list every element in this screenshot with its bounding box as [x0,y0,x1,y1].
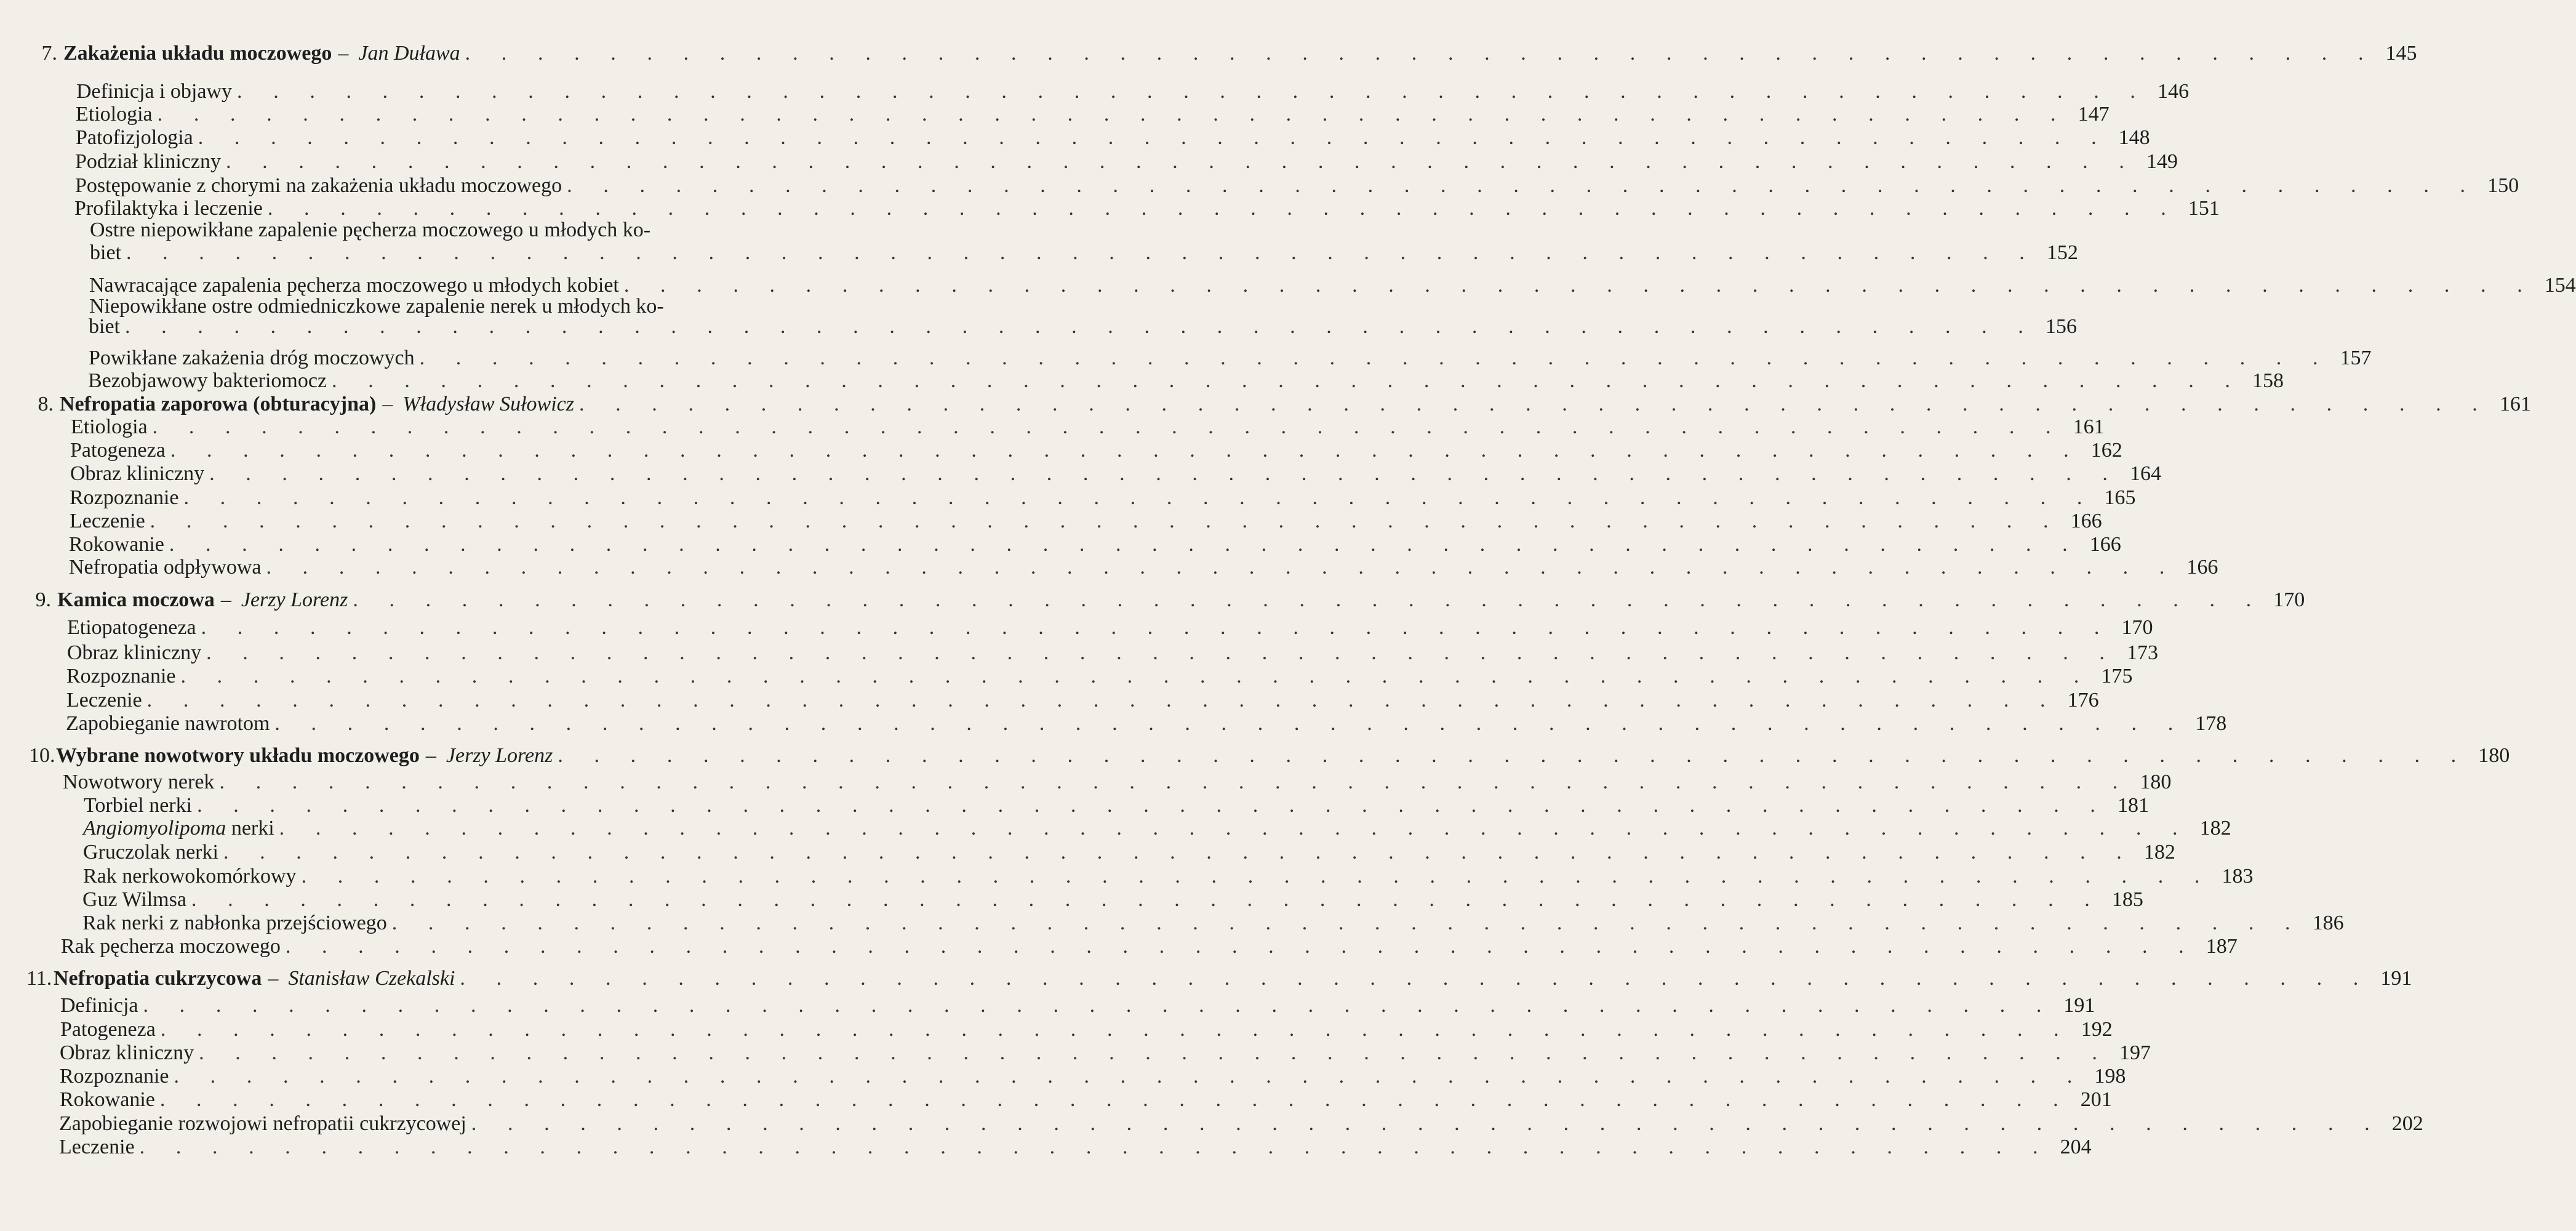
entry-title-italic: Angiomyolipoma [83,817,226,840]
toc-subentry [89,347,2372,370]
toc-entry [69,556,2218,579]
page-number: 165 [2104,486,2136,509]
chapter-title: Nefropatia zaporowa (obturacyjna) [60,393,377,415]
toc-entry [59,1136,2092,1159]
page-number: 156 [2045,315,2077,338]
toc-subentry [83,841,2175,864]
dot-leader: . . . . . . . . . . . . . . . . . . . . . . . . . . . . . . . . . . . . . . . . . . . . . . . . . . . . . [169,533,2081,556]
chapter-dash: – [425,744,436,767]
page-number: 173 [2126,641,2158,664]
chapter-title: Wybrane nowotwory układu moczowego [56,744,420,767]
toc-entry [66,665,2133,688]
page-number: 166 [2070,510,2102,532]
page-number: 161 [2499,393,2531,415]
toc-entry [70,462,2161,486]
entry-title: Patofizjologia [76,126,193,149]
page-number: 162 [2090,439,2122,462]
page-number: 191 [2380,967,2412,990]
entry-title: Profilaktyka i leczenie [74,197,263,220]
chapter-dash: – [220,588,231,611]
toc-subentry [83,817,2231,840]
chapter-title: Zakażenia układu moczowego [63,42,332,65]
toc-entry [76,126,2150,150]
chapter-number: 7. [41,42,57,65]
dot-leader: . . . . . . . . . . . . . . . . . . . . . . . . . . . . . . . . . . . . . . . . . . . . . . . . . . . . . [199,1041,2110,1064]
entry-title: Obraz kliniczny [67,641,202,664]
page-number: 191 [2063,994,2095,1017]
page-number: 150 [2487,174,2519,197]
chapter-title: Nefropatia cukrzycowa [54,967,262,990]
toc-subentry [89,274,2576,297]
entry-title: Patogeneza [70,439,166,462]
entry-title: Etiologia [71,415,148,438]
toc-subentry [90,241,2078,265]
dot-leader: . . . . . . . . . . . . . . . . . . . . . . . . . . . . . . . . . . . . . . . . . . . . . . . . . . . . . [146,689,2058,712]
entry-title: Gruczolak nerki [83,841,218,864]
page-number: 145 [2385,42,2417,65]
entry-title: Definicja i objawy [76,80,233,103]
dot-leader: . . . . . . . . . . . . . . . . . . . . . . . . . . . . . . . . . . . . . . . . . . . . . . . . . . . . . [391,912,2303,934]
dot-leader: . . . . . . . . . . . . . . . . . . . . . . . . . . . . . . . . . . . . . . . . . . . . . . . . . . . . . [460,967,2372,990]
entry-title: Rak pęcherza moczowego [61,935,281,958]
entry-title: Rozpoznanie [70,486,179,509]
dot-leader: . . . . . . . . . . . . . . . . . . . . . . . . . . . . . . . . . . . . . . . . . . . . . . . . . . . . . [126,241,2038,264]
toc-subentry [83,865,2254,888]
toc-entry [61,935,2238,958]
toc-entry [67,616,2153,640]
chapter-dash: – [338,42,349,65]
chapter-number: 9. [35,588,51,611]
dot-leader: . . . . . . . . . . . . . . . . . . . . . . . . . . . . . . . . . . . . . . . . . . . . . . . . . . . . . [191,888,2103,911]
dot-leader: . . . . . . . . . . . . . . . . . . . . . . . . . . . . . . . . . . . . . . . . . . . . . . . . . . . . . [219,771,2131,793]
toc-entry [60,1065,2126,1088]
dot-leader: . . . . . . . . . . . . . . . . . . . . . . . . . . . . . . . . . . . . . . . . . . . . . . . . . . . . . [143,994,2055,1017]
chapter-number: 10. [29,744,55,767]
toc-entry [76,103,2110,126]
page-number: 166 [2186,556,2218,579]
dot-leader: . . . . . . . . . . . . . . . . . . . . . . . . . . . . . . . . . . . . . . . . . . . . . . . . . . . . . [419,347,2331,369]
toc-entry [59,1112,2423,1136]
page-number: 146 [2157,80,2189,103]
dot-leader: . . . . . . . . . . . . . . . . . . . . . . . . . . . . . . . . . . . . . . . . . . . . . . . . . . . . . [183,486,2095,509]
dot-leader: . . . . . . . . . . . . . . . . . . . . . . . . . . . . . . . . . . . . . . . . . . . . . . . . . . . . . [223,841,2135,864]
dot-leader: . . . . . . . . . . . . . . . . . . . . . . . . . . . . . . . . . . . . . . . . . . . . . . . . . . . . . [274,712,2186,735]
dot-leader: . . . . . . . . . . . . . . . . . . . . . . . . . . . . . . . . . . . . . . . . . . . . . . . . . . . . . [285,935,2197,958]
page-number: 198 [2094,1065,2126,1088]
page-number: 182 [2199,817,2231,840]
page-number: 186 [2312,912,2344,934]
entry-title: Postępowanie z chorymi na zakażenia układu moczowego [75,174,562,197]
dot-leader: . . . . . . . . . . . . . . . . . . . . . . . . . . . . . . . . . . . . . . . . . . . . . . . . . . . . . [226,150,2137,173]
chapter-number: 8. [38,393,54,415]
dot-leader: . . . . . . . . . . . . . . . . . . . . . . . . . . . . . . . . . . . . . . . . . . . . . . . . . . . . . [180,665,2092,688]
page-number: 154 [2544,274,2576,297]
chapter-author: Jerzy Lorenz [241,588,348,611]
entry-title: biet [89,315,120,338]
entry-title: biet [90,241,121,264]
entry-title: Patogeneza [60,1018,156,1041]
entry-title-suffix: nerki [226,817,274,840]
toc-entry [70,510,2102,533]
entry-title: Nawracające zapalenia pęcherza moczowego u młodych kobiet [89,274,619,297]
toc-chapter [29,744,2510,768]
toc-entry [66,689,2099,712]
toc-subentry [90,219,795,242]
toc-entry [76,80,2189,103]
toc-entry [63,771,2172,794]
page-number: 176 [2067,689,2099,712]
dot-leader: . . . . . . . . . . . . . . . . . . . . . . . . . . . . . . . . . . . . . . . . . . . . . . . . . . . . . [578,393,2490,415]
toc-entry [60,1088,2112,1112]
dot-leader: . . . . . . . . . . . . . . . . . . . . . . . . . . . . . . . . . . . . . . . . . . . . . . . . . . . . . [266,556,2178,579]
toc-entry [66,712,2227,736]
entry-title: Nowotwory nerek [63,771,215,793]
entry-title: Rokowanie [60,1088,155,1111]
toc-chapter [36,42,2417,65]
entry-title: Etiologia [76,103,153,126]
entry-title: Obraz kliniczny [60,1041,194,1064]
dot-leader: . . . . . . . . . . . . . . . . . . . . . . . . . . . . . . . . . . . . . . . . . . . . . . . . . . . . . [124,315,2036,338]
page-number: 204 [2060,1136,2092,1158]
page-number: 180 [2140,771,2172,793]
dot-leader: . . . . . . . . . . . . . . . . . . . . . . . . . . . . . . . . . . . . . . . . . . . . . . . . . . . . . [139,1136,2051,1158]
chapter-dash: – [382,393,393,415]
toc-entry [70,439,2122,462]
page-number: 170 [2273,588,2305,611]
page-number: 161 [2073,415,2105,438]
dot-leader: . . . . . . . . . . . . . . . . . . . . . . . . . . . . . . . . . . . . . . . . . . . . . . . . . . . . . [201,616,2113,639]
toc-entry [75,150,2178,174]
entry-title: Rozpoznanie [66,665,176,688]
dot-leader: . . . . . . . . . . . . . . . . . . . . . . . . . . . . . . . . . . . . . . . . . . . . . . . . . . . . . [160,1018,2072,1041]
page-number: 182 [2143,841,2175,864]
dot-leader: . . . . . . . . . . . . . . . . . . . . . . . . . . . . . . . . . . . . . . . . . . . . . . . . . . . . . [465,42,2377,65]
page-number: 158 [2252,369,2284,392]
page-number: 170 [2121,616,2153,639]
dot-leader: . . . . . . . . . . . . . . . . . . . . . . . . . . . . . . . . . . . . . . . . . . . . . . . . . . . . . [174,1065,2086,1088]
dot-leader: . . . . . . . . . . . . . . . . . . . . . . . . . . . . . . . . . . . . . . . . . . . . . . . . . . . . . [332,369,2243,392]
toc-chapter [26,967,2412,990]
entry-title [83,817,274,840]
chapter-author: Stanisław Czekalski [288,967,455,990]
page-number: 147 [2078,103,2110,126]
dot-leader: . . . . . . . . . . . . . . . . . . . . . . . . . . . . . . . . . . . . . . . . . . . . . . . . . . . . . [237,80,2148,103]
entry-title: Zapobieganie nawrotom [66,712,270,735]
toc-entry [70,486,2136,510]
page-number: 202 [2391,1112,2423,1135]
entry-title: Niepowikłane ostre odmiedniczkowe zapalenie nerek u młodych ko- [89,295,664,318]
dot-leader: . . . . . . . . . . . . . . . . . . . . . . . . . . . . . . . . . . . . . . . . . . . . . . . . . . . . . [353,588,2265,611]
page-number: 181 [2117,794,2149,817]
entry-title: Nefropatia odpływowa [69,556,262,579]
entry-title: Rak nerki z nabłonka przejściowego [82,912,387,934]
entry-title: Etiopatogeneza [67,616,196,639]
entry-title: Ostre niepowikłane zapalenie pęcherza moczowego u młodych ko- [90,219,651,241]
page-number: 148 [2118,126,2150,149]
dot-leader: . . . . . . . . . . . . . . . . . . . . . . . . . . . . . . . . . . . . . . . . . . . . . . . . . . . . . [623,274,2535,297]
page-number: 157 [2340,347,2372,369]
chapter-author: Władysław Sułowicz [402,393,574,415]
toc-subentry [82,912,2344,935]
entry-title: Podział kliniczny [75,150,222,173]
entry-title: Leczenie [70,510,145,532]
toc-entry [74,197,2220,220]
toc-entry [67,641,2158,665]
page-number: 149 [2146,150,2178,173]
page-number: 180 [2478,744,2510,767]
dot-leader: . . . . . . . . . . . . . . . . . . . . . . . . . . . . . . . . . . . . . . . . . . . . . . . . . . . . . [567,174,2479,197]
entry-title: Torbiel nerki [84,794,193,817]
toc-subentry [84,794,2149,817]
entry-title: Zapobieganie rozwojowi nefropatii cukrzycowej [59,1112,466,1135]
chapter-title: Kamica moczowa [57,588,215,611]
dot-leader: . . . . . . . . . . . . . . . . . . . . . . . . . . . . . . . . . . . . . . . . . . . . . . . . . . . . . [159,1088,2071,1111]
dot-leader: . . . . . . . . . . . . . . . . . . . . . . . . . . . . . . . . . . . . . . . . . . . . . . . . . . . . . [157,103,2069,126]
dot-leader: . . . . . . . . . . . . . . . . . . . . . . . . . . . . . . . . . . . . . . . . . . . . . . . . . . . . . [150,510,2062,532]
entry-title: Guz Wilmsa [82,888,186,911]
chapter-author: Jerzy Lorenz [446,744,553,767]
dot-leader: . . . . . . . . . . . . . . . . . . . . . . . . . . . . . . . . . . . . . . . . . . . . . . . . . . . . . [558,744,2470,767]
toc-entry [60,994,2095,1017]
toc-entry [71,415,2105,439]
entry-title: Obraz kliniczny [70,462,205,485]
chapter-number: 11. [26,967,52,990]
dot-leader: . . . . . . . . . . . . . . . . . . . . . . . . . . . . . . . . . . . . . . . . . . . . . . . . . . . . . [301,865,2213,888]
dot-leader: . . . . . . . . . . . . . . . . . . . . . . . . . . . . . . . . . . . . . . . . . . . . . . . . . . . . . [279,817,2191,840]
page-number: 185 [2111,888,2143,911]
entry-title: Powikłane zakażenia dróg moczowych [89,347,415,369]
toc-subentry [82,888,2143,912]
chapter-dash: – [268,967,279,990]
page-number: 201 [2080,1088,2112,1111]
toc-entry [60,1018,2113,1041]
page-number: 178 [2195,712,2227,735]
page-number: 164 [2129,462,2161,485]
toc-entry [69,533,2121,556]
entry-title: Rak nerkowokomórkowy [83,865,297,888]
entry-title: Definicja [60,994,138,1017]
dot-leader: . . . . . . . . . . . . . . . . . . . . . . . . . . . . . . . . . . . . . . . . . . . . . . . . . . . . . [170,439,2082,462]
toc-entry [75,174,2519,198]
toc-chapter [33,393,2531,416]
toc-chapter [30,588,2305,612]
dot-leader: . . . . . . . . . . . . . . . . . . . . . . . . . . . . . . . . . . . . . . . . . . . . . . . . . . . . . [206,641,2118,664]
dot-leader: . . . . . . . . . . . . . . . . . . . . . . . . . . . . . . . . . . . . . . . . . . . . . . . . . . . . . [197,794,2108,817]
entry-title: Rozpoznanie [60,1065,169,1088]
toc-subentry [88,369,2284,393]
toc-subentry [89,315,2077,339]
page-number: 152 [2046,241,2078,264]
page-number: 183 [2222,865,2254,888]
dot-leader: . . . . . . . . . . . . . . . . . . . . . . . . . . . . . . . . . . . . . . . . . . . . . . . . . . . . . [152,415,2064,438]
entry-title: Leczenie [66,689,142,712]
page-number: 192 [2081,1018,2113,1041]
dot-leader: . . . . . . . . . . . . . . . . . . . . . . . . . . . . . . . . . . . . . . . . . . . . . . . . . . . . . [471,1112,2383,1135]
page-number: 175 [2101,665,2133,688]
page-number: 187 [2206,935,2238,958]
page-number: 197 [2119,1041,2151,1064]
entry-title: Rokowanie [69,533,164,556]
dot-leader: . . . . . . . . . . . . . . . . . . . . . . . . . . . . . . . . . . . . . . . . . . . . . . . . . . . . . [209,462,2121,485]
dot-leader: . . . . . . . . . . . . . . . . . . . . . . . . . . . . . . . . . . . . . . . . . . . . . . . . . . . . . [267,197,2179,220]
entry-title: Leczenie [59,1136,135,1158]
dot-leader: . . . . . . . . . . . . . . . . . . . . . . . . . . . . . . . . . . . . . . . . . . . . . . . . . . . . . [198,126,2110,149]
chapter-author: Jan Duława [358,42,460,65]
page-number: 166 [2089,533,2121,556]
page-number: 151 [2188,197,2220,220]
entry-title: Bezobjawowy bakteriomocz [88,369,327,392]
toc-entry [60,1041,2151,1065]
